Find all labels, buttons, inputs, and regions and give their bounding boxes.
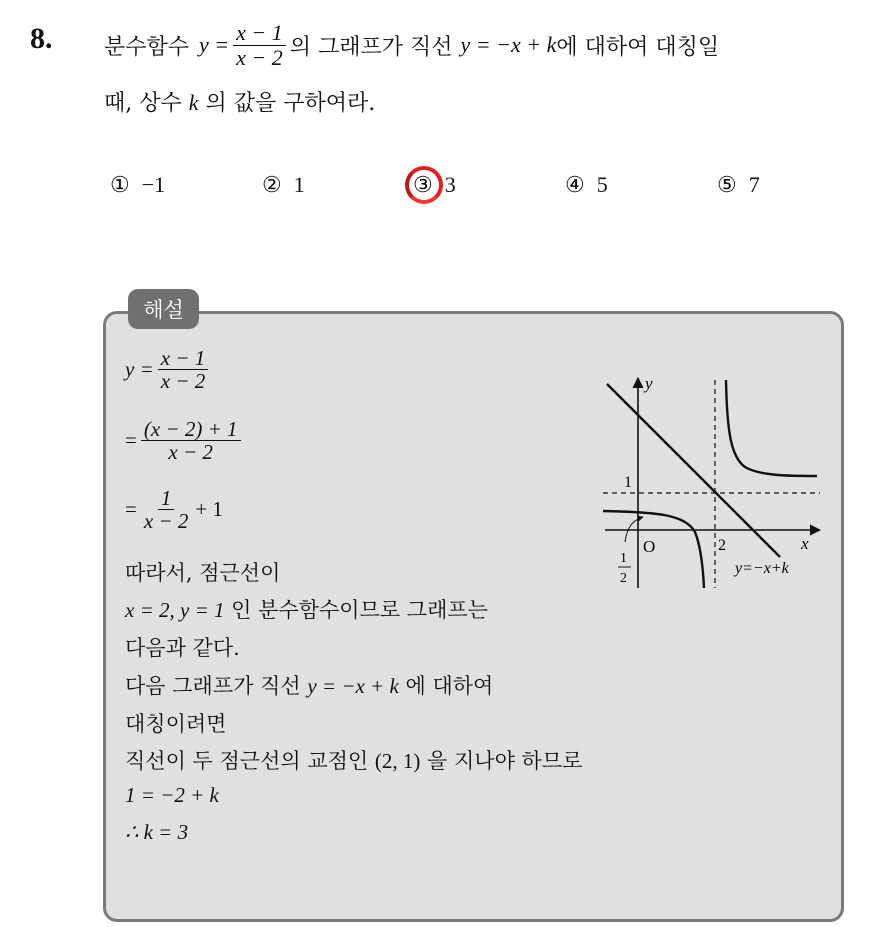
solution-badge: 해설 [128, 289, 199, 329]
graph [595, 372, 830, 597]
solution-text: 다음 그래프가 직선 [125, 674, 301, 698]
eq-fraction [141, 487, 192, 532]
fraction-numerator: (x − 2) + 1 [141, 418, 241, 441]
fraction-denominator: x − 2 [143, 509, 189, 534]
choice-5[interactable] [717, 172, 760, 198]
fraction-numerator: x − 1 [233, 21, 286, 45]
solution-text: 에 대하여 [405, 674, 494, 698]
solution-text: 직선이 두 점근선의 교점인 [125, 749, 369, 773]
question-line-2 [104, 86, 375, 117]
choice-value: 7 [748, 172, 760, 197]
problem-number: 8. [30, 22, 53, 55]
x-tick-label: 2 [718, 537, 726, 554]
solution-text-6 [125, 745, 582, 775]
solution-text: 인 분수함수이므로 그래프는 [231, 598, 488, 622]
solution-eq-2 [125, 418, 245, 463]
choice-2[interactable] [262, 172, 305, 198]
solution-eq-1 [125, 347, 212, 392]
choice-value: 3 [444, 172, 456, 197]
eq-fraction [158, 347, 209, 392]
fraction-denominator: x − 2 [168, 440, 213, 465]
graph-svg [595, 372, 830, 597]
solution-text: 을 지나야 하므로 [427, 749, 583, 773]
question-text: 때, 상수 [104, 91, 182, 116]
eq-lhs: = [125, 497, 137, 522]
eq-fraction [141, 418, 241, 463]
function-fraction [233, 21, 286, 68]
fraction-denominator: x − 2 [236, 44, 283, 70]
origin-label: O [643, 537, 656, 556]
choice-marker: ④ [565, 172, 585, 198]
line-equation: y = −x + k [460, 32, 557, 57]
intercept-numerator: 1 [620, 551, 627, 566]
choice-3[interactable] [413, 172, 456, 198]
choice-4[interactable] [565, 172, 608, 198]
choice-1[interactable] [110, 172, 165, 198]
eq-lhs: = [125, 428, 137, 453]
question-line-1 [104, 14, 719, 76]
answer-choices [0, 172, 884, 206]
choice-value: 5 [596, 172, 608, 197]
y-tick-label: 1 [624, 474, 632, 491]
solution-eq-4: 1 = −2 + k [125, 783, 219, 807]
solution-eq-3 [125, 487, 223, 532]
question-text: 에 대하여 대칭일 [556, 34, 720, 60]
solution-text-1: 따라서, 점근선이 [125, 561, 281, 585]
solution-eq-5: ∴ k = 3 [125, 820, 189, 844]
y-axis-label: y [645, 374, 653, 393]
selected-answer-circle [405, 166, 443, 204]
choice-marker: ⑤ [717, 172, 737, 198]
choice-marker: ① [110, 172, 130, 198]
fraction-numerator: x − 1 [158, 347, 209, 370]
constant-k: k [188, 90, 199, 115]
question-text: 의 그래프가 직선 [289, 34, 453, 60]
intersection-point: (2, 1) [374, 749, 421, 773]
choice-marker: ② [262, 172, 282, 198]
intercept-denominator: 2 [620, 571, 627, 586]
choice-value: −1 [141, 172, 166, 197]
choice-value: 1 [293, 172, 305, 197]
eq-rhs: + 1 [195, 497, 223, 522]
line-equation: y = −x + k [307, 674, 399, 698]
hyperbola-right-branch [726, 380, 817, 476]
choice-marker: ③ [413, 173, 433, 198]
fraction-numerator: 1 [158, 487, 175, 510]
x-axis-label: x [801, 534, 809, 553]
solution-text-2 [125, 594, 488, 624]
question-text: 의 값을 구하여라. [205, 91, 376, 116]
solution-text-5: 대칭이려면 [125, 712, 227, 736]
asymptote-equations: x = 2, y = 1 [125, 598, 225, 622]
eq-lhs: y = [125, 357, 154, 382]
line-label: y=−x+k [735, 560, 789, 577]
solution-text-4 [125, 670, 493, 700]
fraction-denominator: x − 2 [160, 369, 206, 394]
question-text: 분수함수 [104, 34, 190, 60]
solution-text-3: 다음과 같다. [125, 636, 240, 660]
function-lhs: y = [199, 32, 230, 57]
